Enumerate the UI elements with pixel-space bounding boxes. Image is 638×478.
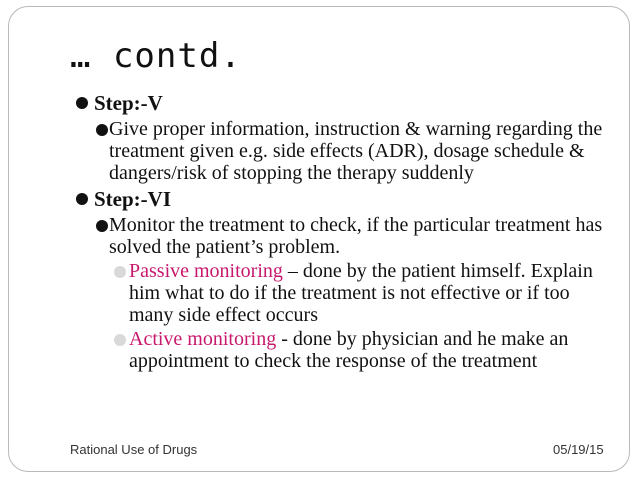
slide-title: … contd. <box>70 36 242 76</box>
step-6-point <box>76 214 616 258</box>
step-5-text: Give proper information, instruction & warning regarding the treatment given e.g. side effects (ADR), dosage schedule & dangers/risk of stopping the therapy suddenly <box>109 118 603 184</box>
passive-monitoring-text: – done by the patient himself. Explain him what to do if the treatment is not effective or if too many side effect occurs <box>129 260 593 326</box>
bullet-icon <box>76 97 88 109</box>
step-6-text: Monitor the treatment to check, if the particular treatment has solved the patient’s problem. <box>109 214 603 258</box>
step-5-label: Step:-V <box>94 91 163 115</box>
active-monitoring-item <box>76 328 616 372</box>
step-5-point <box>76 118 616 184</box>
step-6-label: Step:-VI <box>94 187 171 211</box>
step-6-heading <box>76 186 616 212</box>
bullet-icon <box>76 193 88 205</box>
bullet-icon <box>96 220 108 232</box>
bullet-icon <box>96 124 108 136</box>
slide-body <box>76 90 616 372</box>
sub-bullet-icon <box>114 334 126 346</box>
passive-monitoring-item <box>76 260 616 326</box>
active-monitoring-term: Active monitoring <box>129 328 277 350</box>
sub-bullet-icon <box>114 266 126 278</box>
passive-monitoring-term: Passive monitoring <box>129 260 283 282</box>
active-monitoring-text: - done by physician and he make an appointment to check the response of the treatment <box>129 328 569 372</box>
step-5-heading <box>76 90 616 116</box>
footer-date: 05/19/15 <box>553 442 604 457</box>
footer-title: Rational Use of Drugs <box>70 442 198 457</box>
